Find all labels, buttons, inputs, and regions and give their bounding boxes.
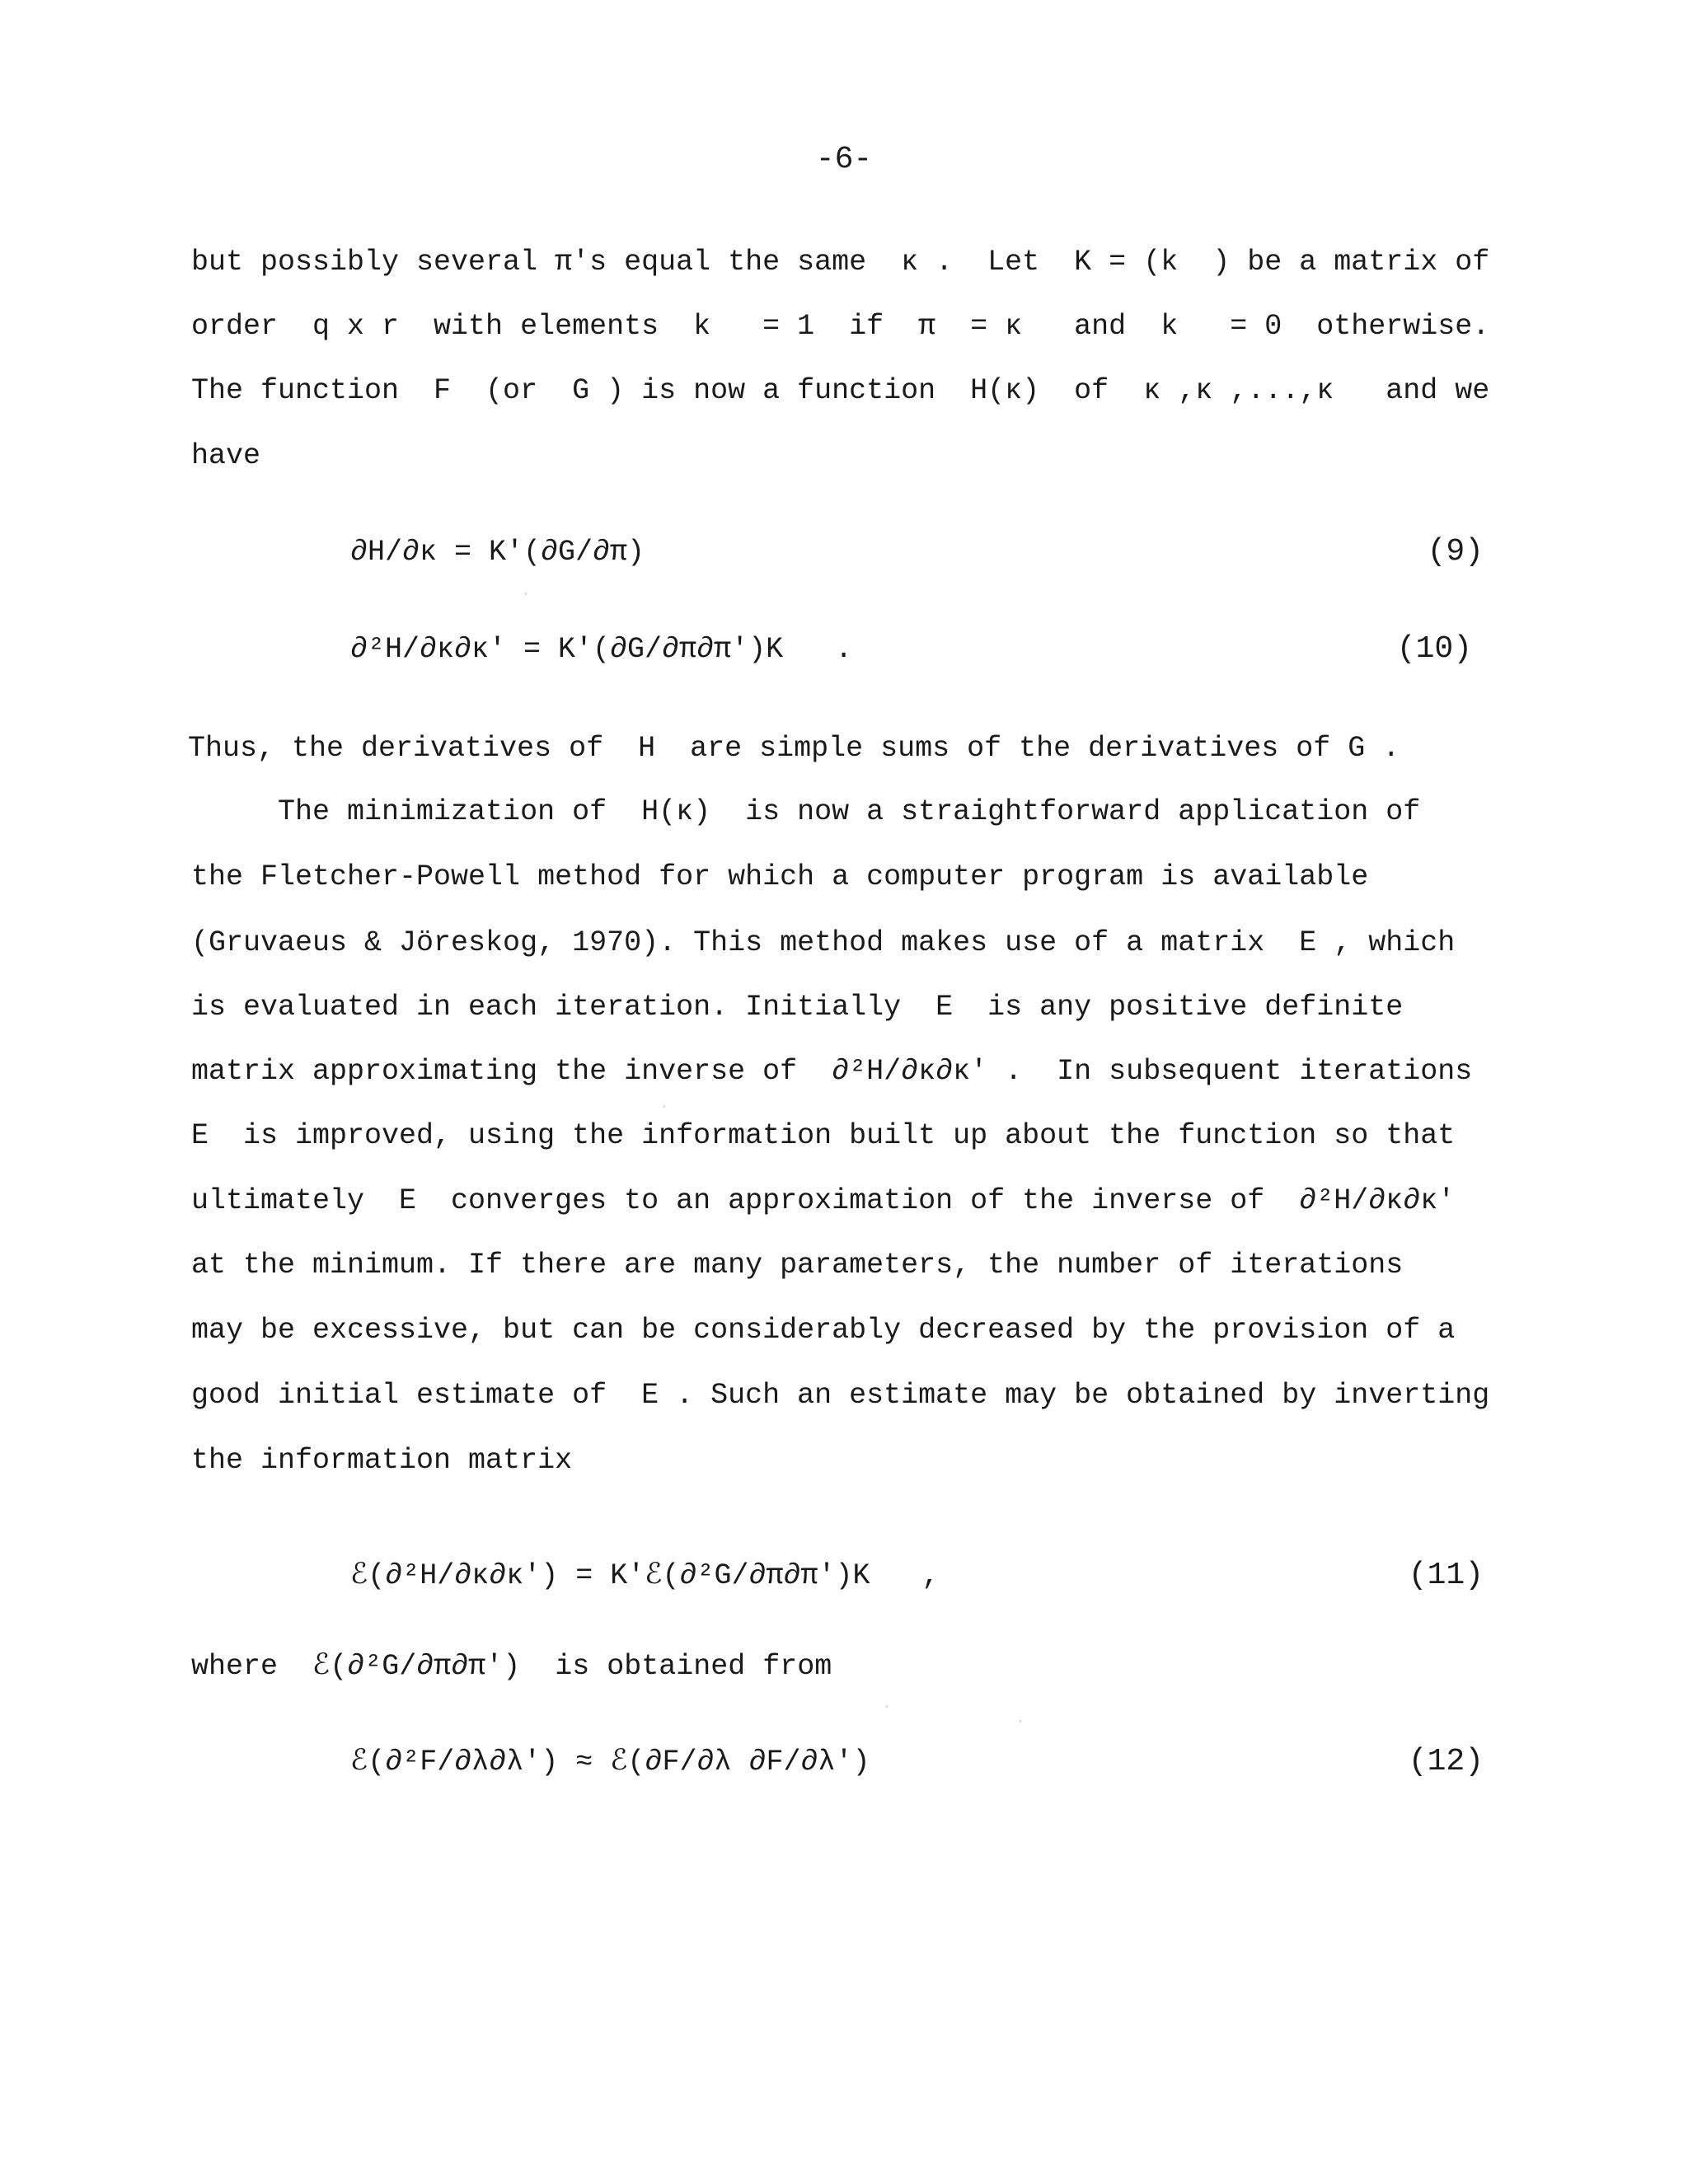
text-line: have — [191, 439, 261, 472]
text-line: good initial estimate of E . Such an estimate may be obtained by inverting — [191, 1379, 1490, 1412]
equation-number-12: (12) — [1408, 1744, 1484, 1779]
text-line: is evaluated in each iteration. Initially E is any positive definite — [191, 991, 1404, 1024]
text-line: the Fletcher-Powell method for which a computer program is available — [191, 860, 1369, 893]
equation-10: ∂²H/∂κ∂κ' = K'(∂G/∂π∂π')K . — [350, 633, 853, 666]
equation-9: ∂H/∂κ = K'(∂G/∂π) — [350, 536, 645, 569]
scan-speck: · — [521, 585, 532, 604]
text-line: may be excessive, but can be considerably decreased by the provision of a — [191, 1314, 1456, 1347]
text-line: ultimately E converges to an approximation of the inverse of ∂²H/∂κ∂κ' — [191, 1184, 1456, 1217]
text-line: where ℰ(∂²G/∂π∂π') is obtained from — [191, 1650, 832, 1683]
scan-speck: · — [659, 1098, 670, 1117]
equation-number-9: (9) — [1427, 534, 1484, 569]
equation-11: ℰ(∂²H/∂κ∂κ') = K'ℰ(∂²G/∂π∂π')K , — [350, 1559, 940, 1592]
text-line: The function F (or G ) is now a function H(κ) of κ ,κ ,...,κ and we — [191, 374, 1490, 407]
scan-speck: · — [1015, 1713, 1026, 1732]
scan-speck: · — [882, 1698, 893, 1717]
text-line: at the minimum. If there are many parameters, the number of iterations — [191, 1249, 1404, 1282]
text-line: but possibly several π's equal the same κ . Let K = (k ) be a matrix of — [191, 246, 1490, 279]
text-line: (Gruvaeus & Jöreskog, 1970). This method makes use of a matrix E , which — [191, 926, 1456, 959]
equation-12: ℰ(∂²F/∂λ∂λ') ≈ ℰ(∂F/∂λ ∂F/∂λ') — [350, 1746, 870, 1779]
equation-number-11: (11) — [1408, 1558, 1484, 1593]
equation-number-10: (10) — [1396, 631, 1472, 667]
text-line: Thus, the derivatives of H are simple sums of the derivatives of G . — [188, 732, 1400, 765]
text-line: The minimization of H(κ) is now a straightforward application of — [191, 795, 1421, 828]
text-line: E is improved, using the information built up about the function so that — [191, 1119, 1456, 1152]
text-line: order q x r with elements k = 1 if π = κ and k = 0 otherwise. — [191, 310, 1490, 343]
page-number: -6- — [815, 142, 873, 177]
text-line: the information matrix — [191, 1444, 573, 1477]
text-line: matrix approximating the inverse of ∂²H/∂κ∂κ' . In subsequent iterations — [191, 1055, 1473, 1088]
